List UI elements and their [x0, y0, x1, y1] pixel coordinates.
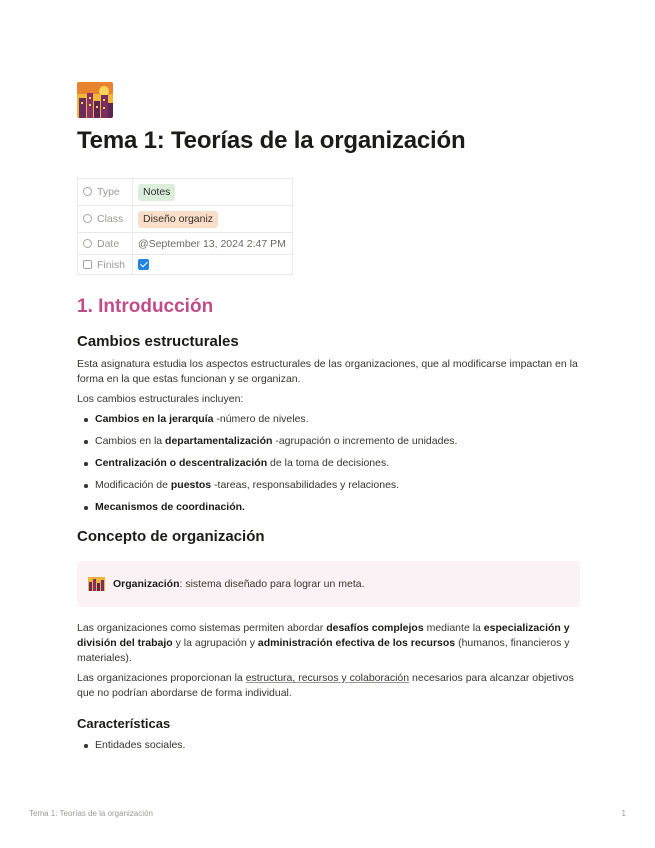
clock-icon — [83, 239, 92, 248]
caracteristicas-list — [77, 738, 580, 753]
property-name: Type — [97, 186, 120, 198]
finish-checkbox[interactable] — [138, 259, 149, 270]
property-row-date[interactable] — [78, 233, 293, 255]
callout-block — [77, 561, 580, 607]
paragraph-intro: Esta asignatura estudia los aspectos estructurales de las organizaciones, que al modificarse impactan en la forma en la que estas funcionan y se organizan. — [77, 358, 578, 385]
list-item: Centralización o descentralización de la toma de decisiones. — [77, 456, 580, 471]
page-number: 1 — [621, 809, 626, 818]
list-item: Cambios en la departamentalización -agrupación o incremento de unidades. — [77, 434, 580, 449]
property-name: Finish — [97, 258, 126, 271]
circle-icon — [83, 187, 92, 196]
list-item: Mecanismos de coordinación. — [77, 500, 580, 515]
property-row-type[interactable] — [78, 179, 293, 206]
page-footer — [29, 809, 626, 818]
property-name: Class — [97, 213, 124, 225]
page-content — [77, 82, 580, 760]
checkbox-icon — [83, 260, 92, 269]
property-row-class[interactable] — [78, 206, 293, 233]
list-item: Cambios en la jerarquía -número de niveles. — [77, 412, 580, 427]
cambios-list — [77, 412, 580, 515]
city-sunset-icon[interactable] — [77, 82, 113, 118]
footer-title: Tema 1: Teorías de la organización — [29, 809, 153, 818]
page-title[interactable]: Tema 1: Teorías de la organización — [77, 127, 466, 154]
underlined-phrase: estructura, recursos y colaboración — [245, 672, 410, 684]
date-value[interactable]: @September 13, 2024 2:47 PM — [133, 233, 293, 255]
properties-table — [77, 178, 293, 275]
city-sunset-icon — [88, 577, 105, 591]
class-tag[interactable]: Diseño organiz — [138, 211, 218, 228]
circle-icon — [83, 214, 92, 223]
list-item: Entidades sociales. — [77, 738, 580, 753]
property-row-finish[interactable] — [78, 255, 293, 275]
property-name: Date — [97, 237, 120, 250]
section-heading: 1. Introducción — [77, 296, 214, 317]
paragraph-lead: Los cambios estructurales incluyen: — [77, 393, 244, 405]
list-item: Modificación de puestos -tareas, responsabilidades y relaciones. — [77, 478, 580, 493]
subsection-heading-caracteristicas: Características — [77, 716, 171, 731]
paragraph-concepto-1: Las organizaciones como sistemas permiten abordar desafíos complejos mediante la especialización y división del trabajo y la agrupación y administración efectiva de los recursos (humanos, financieros y materiales). — [77, 622, 570, 664]
callout-text: Organización: sistema diseñado para lograr un meta. — [113, 578, 365, 590]
subsection-heading-cambios: Cambios estructurales — [77, 333, 239, 350]
type-tag[interactable]: Notes — [138, 184, 175, 201]
paragraph-concepto-2: Las organizaciones proporcionan la estructura, recursos y colaboración necesarios para alcanzar objetivos que no podrían abordarse de forma individual. — [77, 672, 574, 699]
subsection-heading-concepto: Concepto de organización — [77, 528, 265, 545]
